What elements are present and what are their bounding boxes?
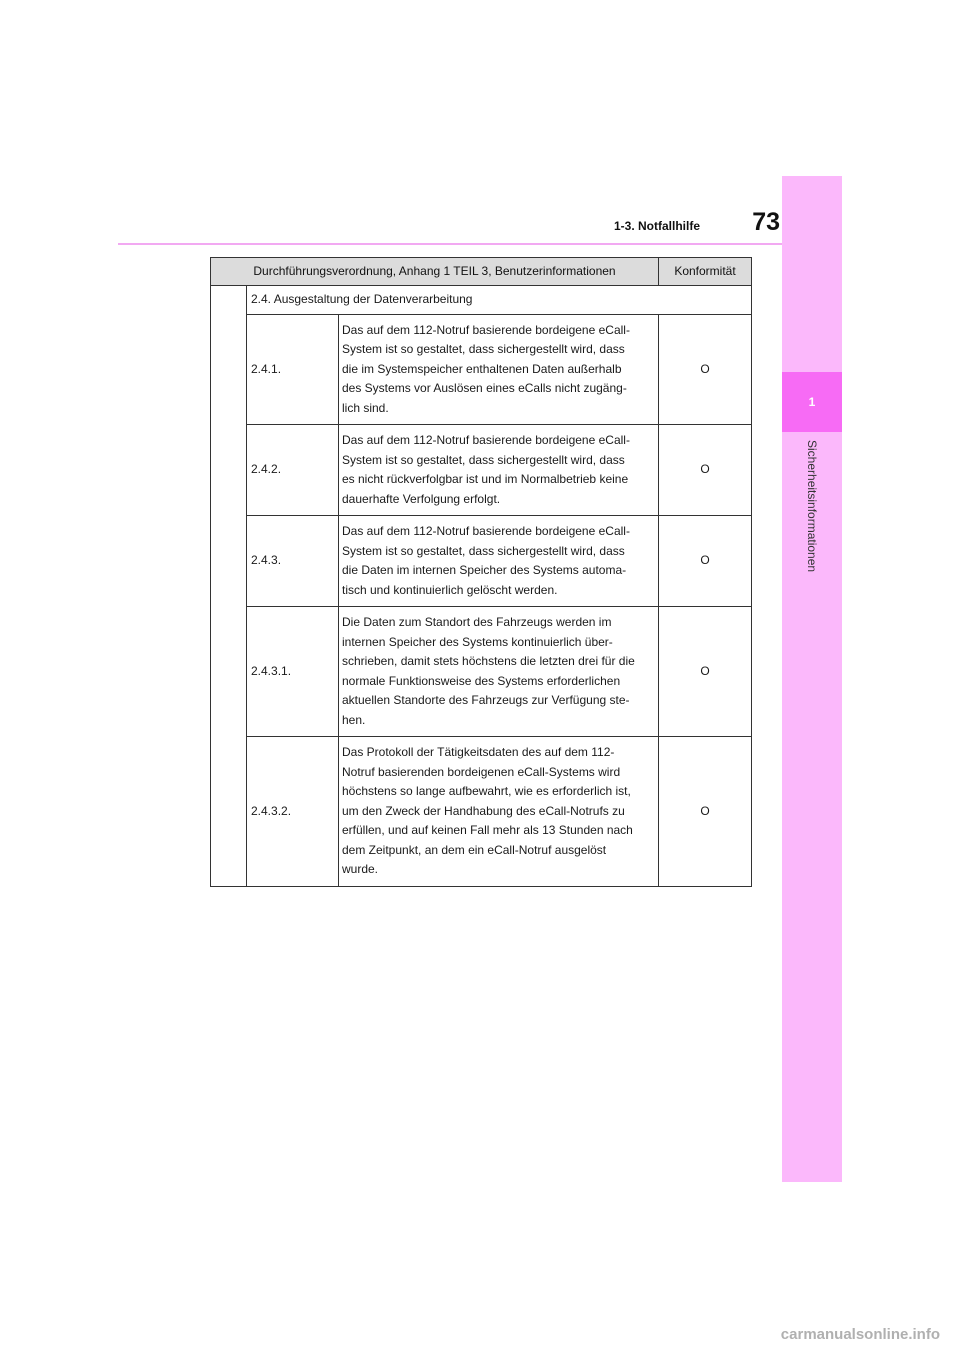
table-row [211, 516, 752, 607]
row-number: 2.4.2. [247, 425, 339, 516]
row-description [339, 314, 659, 425]
row-number: 2.4.3.2. [247, 737, 339, 887]
description-line: die Daten im internen Speicher des Systems automa- [342, 563, 627, 577]
description-line: es nicht rückverfolgbar ist und im Normalbetrieb keine [342, 472, 629, 486]
description-line: Die Daten zum Standort des Fahrzeugs werden im [342, 615, 612, 629]
description-line: des Systems vor Auslösen eines eCalls nicht zugäng- [342, 381, 627, 395]
chapter-title-vertical: Sicherheitsinformationen [805, 440, 819, 573]
watermark: carmanualsonline.info [780, 1326, 940, 1343]
row-conformity: O [659, 516, 752, 607]
row-description [339, 737, 659, 887]
description-line: dauerhafte Verfolgung erfolgt. [342, 491, 501, 506]
section-title: 1-3. Notfallhilfe [613, 219, 700, 233]
description-line: Das auf dem 112-Notruf basierende bordeigene eCall- [342, 524, 630, 538]
description-line: höchstens so lange aufbewahrt, wie es erforderlich ist, [342, 784, 631, 798]
row-number: 2.4.1. [247, 314, 339, 425]
header-divider [118, 243, 782, 245]
row-conformity: O [659, 607, 752, 737]
description-line: Das auf dem 112-Notruf basierende bordeigene eCall- [342, 322, 630, 337]
description-line: die im Systemspeicher enthaltenen Daten außerhalb [342, 361, 622, 376]
description-line: um den Zweck der Handhabung des eCall-Notrufs zu [342, 803, 625, 818]
description-line: hen. [342, 712, 366, 727]
description-line: Das Protokoll der Tätigkeitsdaten des auf dem 112- [342, 745, 615, 759]
row-number: 2.4.3.1. [247, 607, 339, 737]
table-header-row [211, 258, 752, 286]
description-line: normale Funktionsweise des Systems erforderlichen [342, 673, 621, 688]
column-header-description: Durchführungsverordnung, Anhang 1 TEIL 3, Benutzerinformationen [211, 258, 659, 286]
table-row [211, 314, 752, 425]
regulation-table [210, 257, 752, 887]
description-line: lich sind. [342, 400, 389, 415]
description-line: Das auf dem 112-Notruf basierende bordeigene eCall- [342, 433, 630, 447]
description-line: Notruf basierenden bordeigenen eCall-Systems wird [342, 764, 621, 779]
subsection-title: 2.4. Ausgestaltung der Datenverarbeitung [247, 286, 752, 315]
description-line: wurde. [342, 862, 379, 876]
description-line: schrieben, damit stets höchstens die letzten drei für die [342, 654, 635, 668]
row-description [339, 425, 659, 516]
subsection-row [211, 286, 752, 315]
table-row [211, 425, 752, 516]
table-row [211, 607, 752, 737]
description-line: System ist so gestaltet, dass sichergestellt wird, dass [342, 342, 625, 356]
description-line: internen Speicher des Systems kontinuierlich über- [342, 634, 613, 649]
description-line: dem Zeitpunkt, an dem ein eCall-Notruf ausgelöst [342, 842, 607, 857]
row-description [339, 607, 659, 737]
indent-cell [211, 286, 247, 887]
description-line: aktuellen Standorte des Fahrzeugs zur Verfügung ste- [342, 693, 630, 707]
row-conformity: O [659, 425, 752, 516]
description-line: System ist so gestaltet, dass sichergestellt wird, dass [342, 452, 625, 467]
description-line: System ist so gestaltet, dass sichergestellt wird, dass [342, 543, 625, 558]
row-conformity: O [659, 737, 752, 887]
chapter-tab[interactable]: 1 [782, 372, 842, 432]
chapter-side-band [782, 176, 842, 1182]
row-conformity: O [659, 314, 752, 425]
column-header-conformity: Konformität [659, 258, 752, 286]
description-line: erfüllen, und auf keinen Fall mehr als 13 Stunden nach [342, 823, 633, 837]
row-number: 2.4.3. [247, 516, 339, 607]
table-row [211, 737, 752, 887]
description-line: tisch und kontinuierlich gelöscht werden. [342, 582, 558, 597]
page-number: 73 [752, 208, 780, 236]
row-description [339, 516, 659, 607]
